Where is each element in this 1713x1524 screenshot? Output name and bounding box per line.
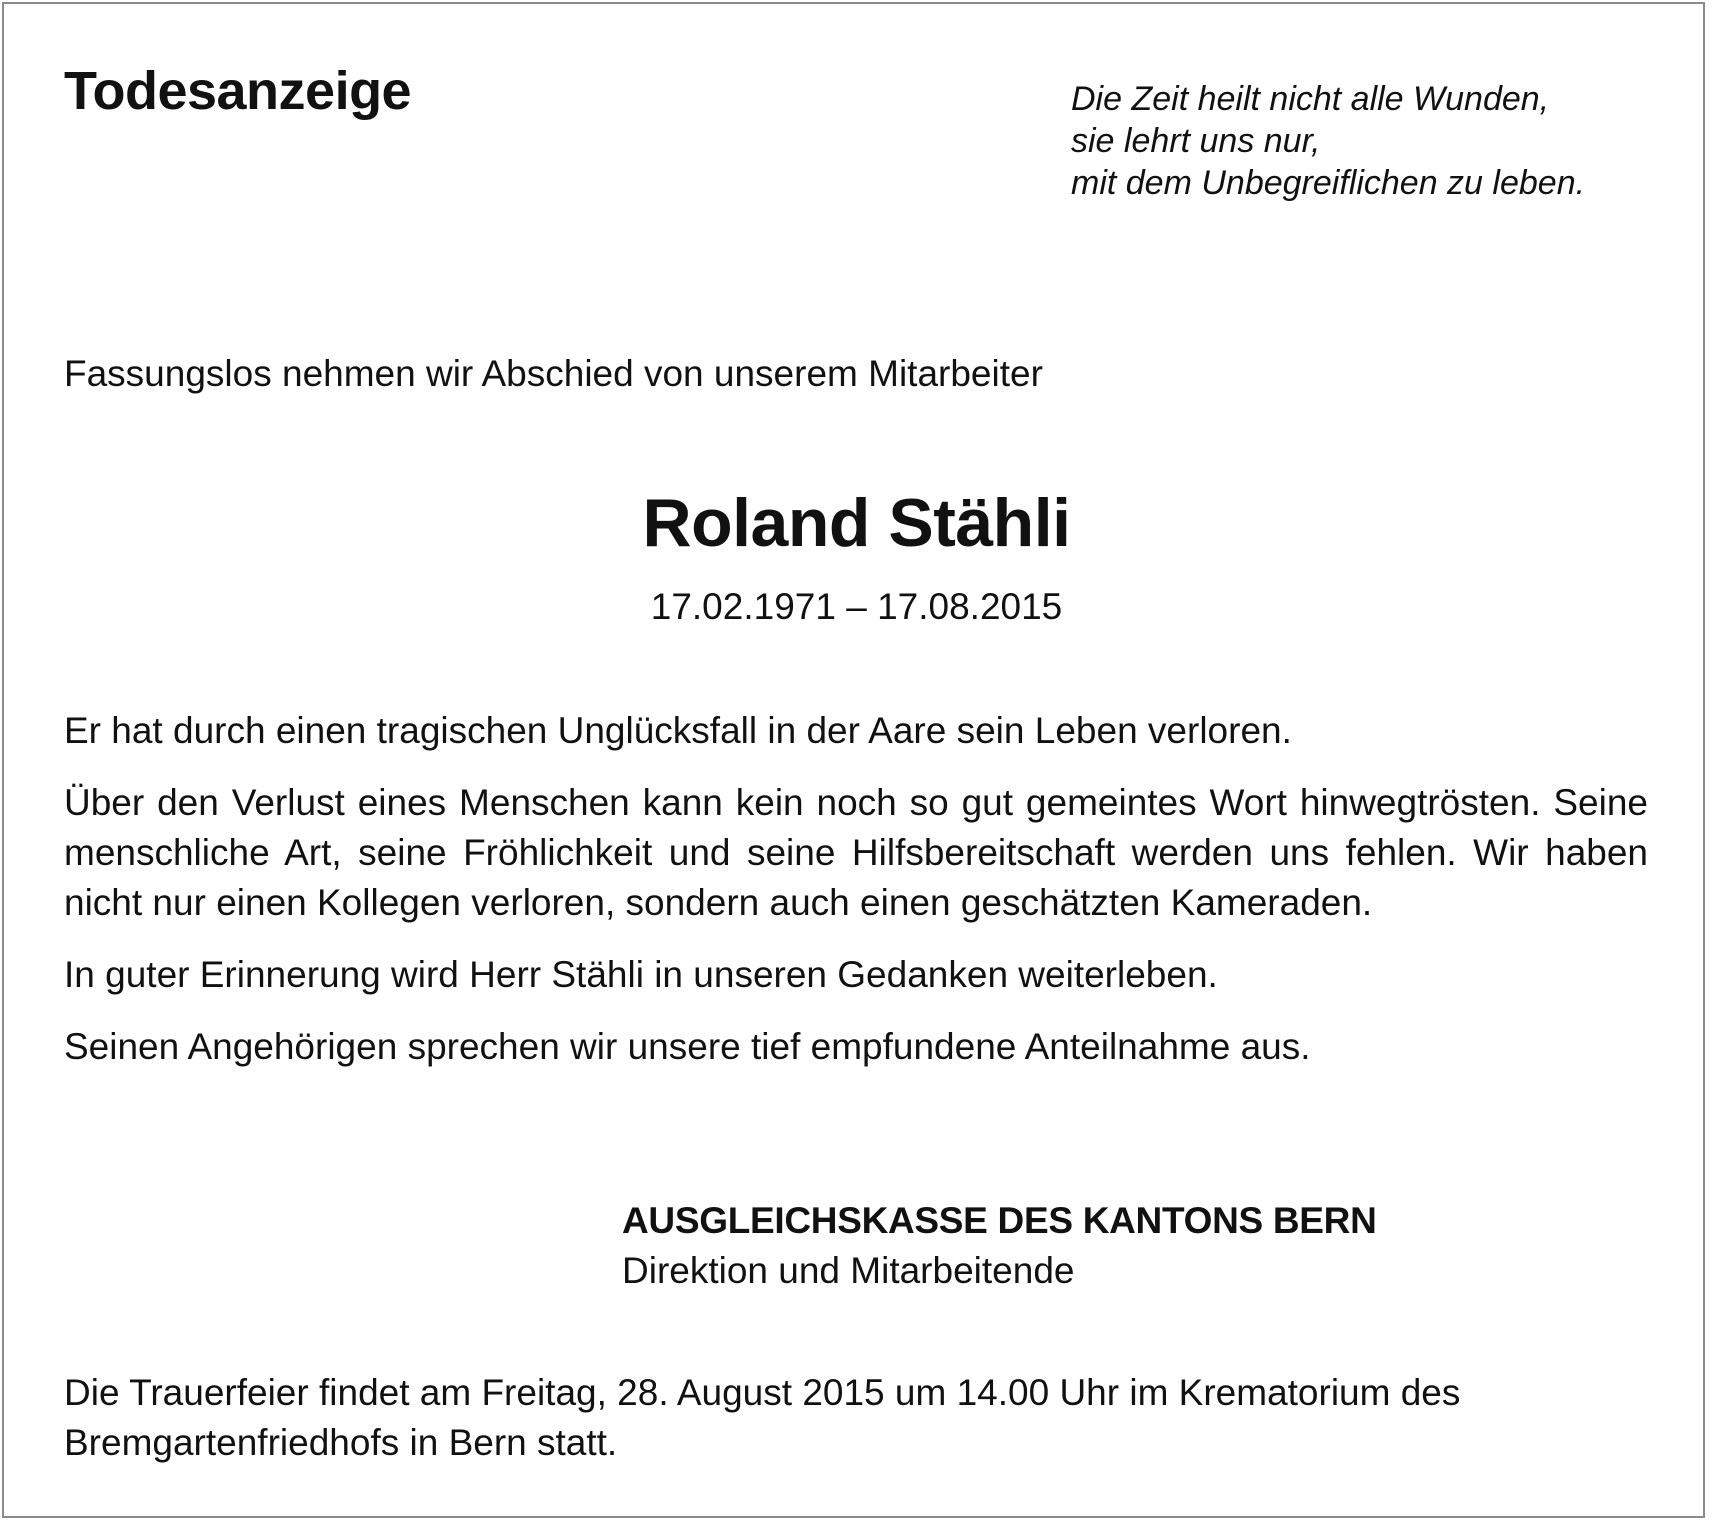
motto-line: sie lehrt uns nur, <box>1071 122 1321 160</box>
signature-block <box>622 1196 1376 1296</box>
deceased-name: Roland Stähli <box>642 485 1071 561</box>
motto-line: mit dem Unbegreiflichen zu leben. <box>1071 164 1586 202</box>
life-dates: 17.02.1971 – 17.08.2015 <box>650 586 1063 627</box>
motto-quote <box>1071 78 1585 204</box>
signature-organization: AUSGLEICHSKASSE DES KANTONS BERN <box>622 1200 1377 1241</box>
body-paragraph: Über den Verlust eines Menschen kann kein noch so gut gemeintes Wort hinwegtrösten. Seine menschliche Art, seine Fröhlichkeit und seine Hilfsbereitschaft werden uns fehlen. Wir haben nicht nur einen Kollegen verloren, sondern auch einen geschätzten Kameraden. <box>64 782 1648 923</box>
body-paragraph: In guter Erinnerung wird Herr Stähli in unseren Gedanken weiterleben. <box>64 954 1218 995</box>
notice-heading: Todesanzeige <box>64 61 412 121</box>
notice-body <box>64 706 1648 1094</box>
body-paragraph: Er hat durch einen tragischen Unglücksfall in der Aare sein Leben verloren. <box>64 710 1292 751</box>
motto-line: Die Zeit heilt nicht alle Wunden, <box>1071 80 1550 118</box>
intro-text: Fassungslos nehmen wir Abschied von unserem Mitarbeiter <box>64 353 1043 394</box>
funeral-info: Die Trauerfeier findet am Freitag, 28. August 2015 um 14.00 Uhr im Krematorium des Bremgartenfriedhofs in Bern statt. <box>64 1372 1461 1463</box>
signature-subtitle: Direktion und Mitarbeitende <box>622 1250 1075 1291</box>
body-paragraph: Seinen Angehörigen sprechen wir unsere tief empfundene Anteilnahme aus. <box>64 1026 1311 1067</box>
